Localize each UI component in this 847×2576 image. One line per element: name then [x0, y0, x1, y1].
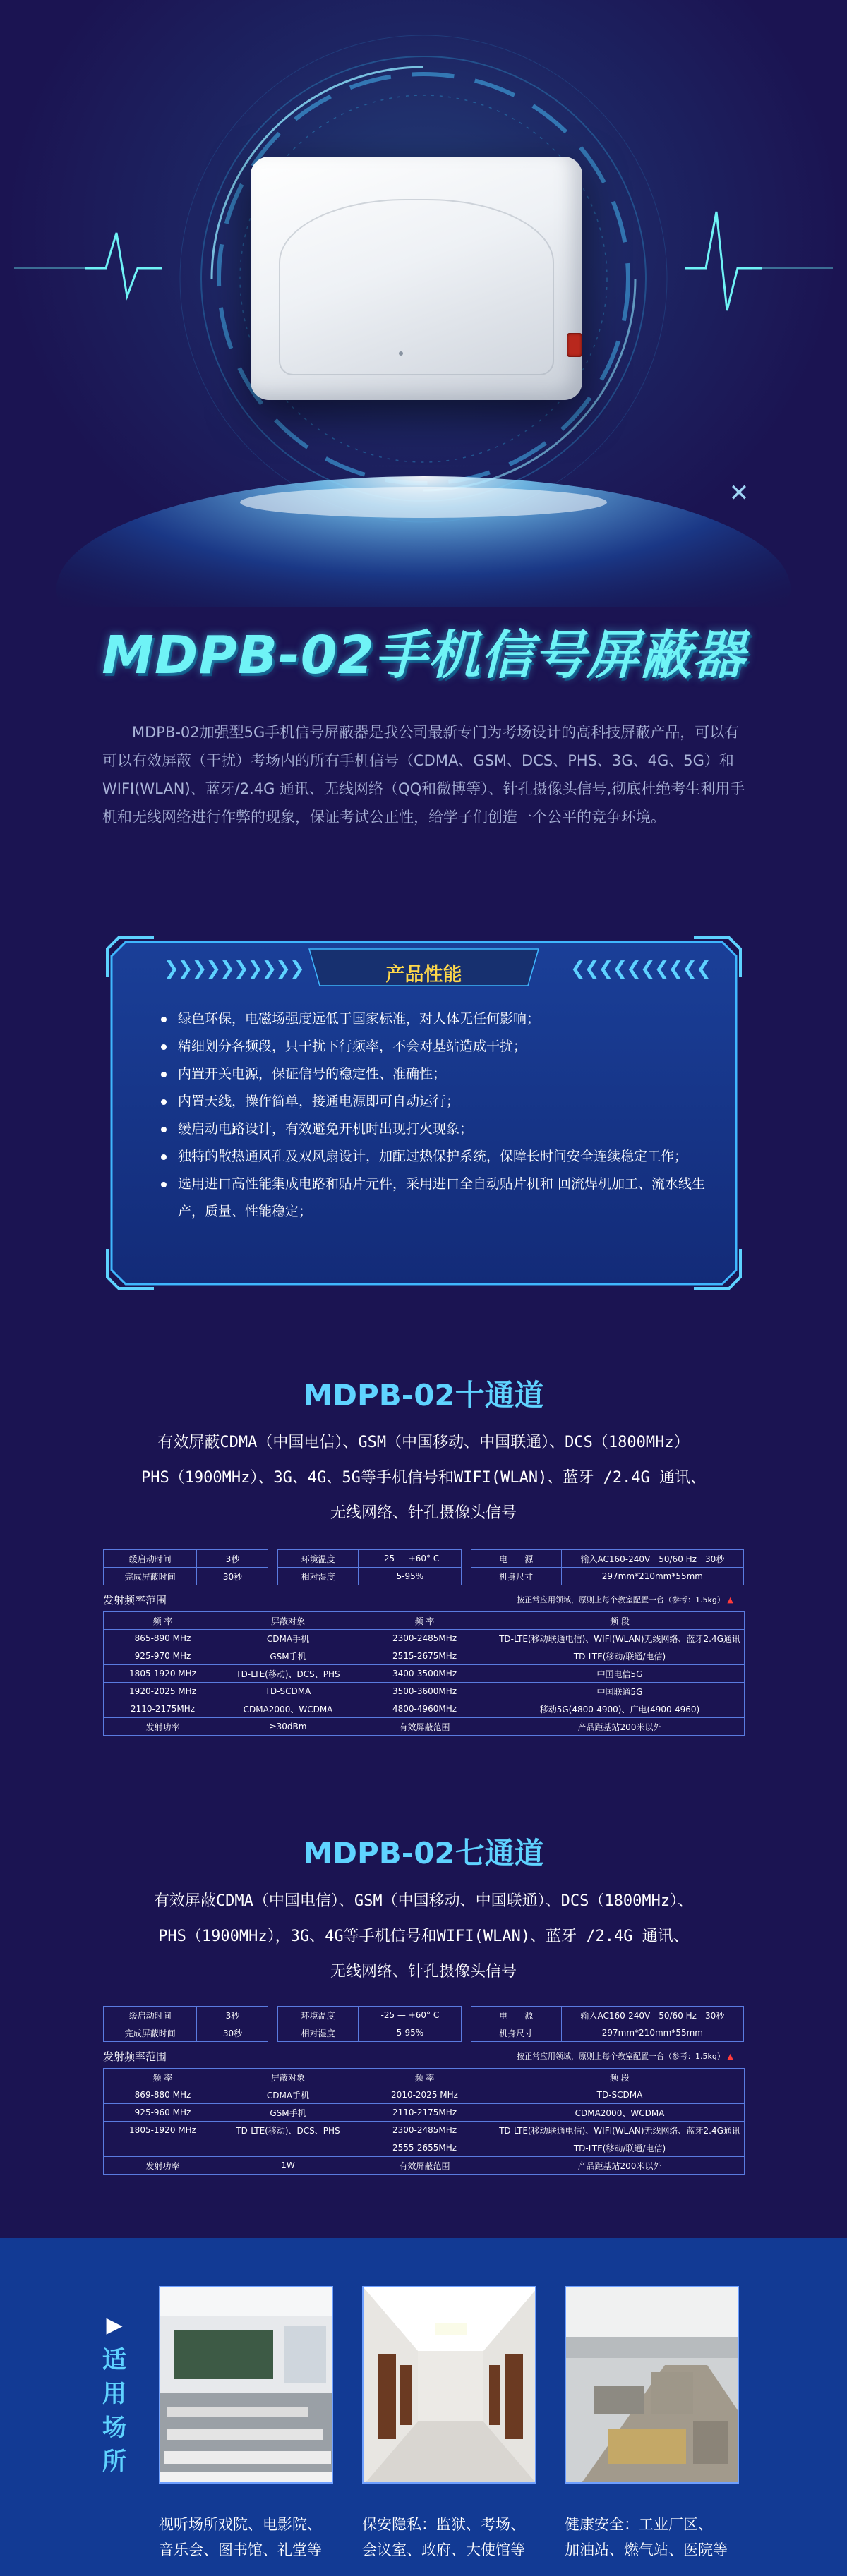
spec-cell: 5-95% [359, 2024, 462, 2042]
freq-cell: 925-960 MHz [104, 2104, 222, 2122]
scene-caption-security [362, 2512, 553, 2563]
table-row [104, 2069, 745, 2086]
freq-cell: TD-LTE(移动)、DCS、PHS [222, 1665, 354, 1683]
spec-cell: 相对湿度 [277, 2024, 358, 2042]
scene-caption-health [565, 2512, 755, 2563]
freq-cell: 869-880 MHz [104, 2086, 222, 2104]
performance-item: 缓启动电路设计，有效避免开机时出现打火现象； [160, 1115, 710, 1143]
performance-item: 内置开关电源，保证信号的稳定性、准确性； [160, 1060, 710, 1088]
freq-cell: 频 段 [495, 1612, 745, 1630]
spec-cell: 缓启动时间 [104, 2007, 197, 2024]
spec-cell: 5-95% [359, 1568, 462, 1585]
freq-cell: 2300-2485MHz [354, 1630, 495, 1647]
scenes-label-char: 场 [102, 2414, 126, 2442]
freq-cell [222, 2139, 354, 2157]
freq-cell: 屏蔽对象 [222, 1612, 354, 1630]
freq-cell: 有效屏蔽范围 [354, 1718, 495, 1736]
freq-cell: 频 率 [354, 1612, 495, 1630]
freq-cell: 3400-3500MHz [354, 1665, 495, 1683]
spec-cell: 电 源 [471, 1550, 561, 1568]
performance-item: 独特的散热通风孔及双风扇设计，加配过热保护系统，保障长时间安全连续稳定工作； [160, 1143, 710, 1171]
signal-jammer-device-image [251, 157, 582, 400]
freq-cell: TD-LTE(移动联通电信)、WIFI(WLAN)无线网络、蓝牙2.4G通讯 [495, 2122, 745, 2139]
freq-cell: 2110-2175MHz [354, 2104, 495, 2122]
table-row [104, 1700, 745, 1718]
table-row [104, 2139, 745, 2157]
freq-cell: CDMA手机 [222, 1630, 354, 1647]
spec-cell: -25 — +60° C [359, 2007, 462, 2024]
spec-cell: 环境温度 [277, 1550, 358, 1568]
scenes-label-text [100, 2343, 128, 2479]
freq-cell: 发射功率 [104, 2157, 222, 2175]
freq-cell: TD-LTE(移动/联通/电信) [495, 2139, 745, 2157]
spec-cell: 完成屏蔽时间 [104, 1568, 197, 1585]
freq-cell: GSM手机 [222, 2104, 354, 2122]
scenes-label [100, 2313, 128, 2479]
chevrons-left-decoration: ❮❮❮❮❮❮❮❮❮❮ [570, 958, 710, 979]
device-power-switch [567, 333, 582, 357]
caption-line: 加油站、燃气站、医院等 [565, 2541, 728, 2558]
freq-cell: TD-LTE(移动联通电信)、WIFI(WLAN)无线网络、蓝牙2.4G通讯 [495, 1630, 745, 1647]
table-row [104, 2122, 745, 2139]
freq-cell: 2010-2025 MHz [354, 2086, 495, 2104]
scenes-label-char: 用 [102, 2380, 126, 2408]
triangle-icon: ▲ [727, 1595, 733, 1604]
performance-item: 选用进口高性能集成电路和贴片元件，采用进口全自动贴片机和 回流焊机加工、流水线生产，质量、性能稳定； [160, 1171, 710, 1226]
performance-panel [104, 935, 743, 1291]
freq-range-label: 发射频率范围 [103, 1594, 167, 1607]
freq-cell: GSM手机 [222, 1647, 354, 1665]
freq-cell [104, 2139, 222, 2157]
spec-cell: 3秒 [197, 1550, 268, 1568]
freq-cell: 1805-1920 MHz [104, 2122, 222, 2139]
freq-cell: TD-SCDMA [222, 1683, 354, 1700]
freq-cell: 移动5G(4800-4900)、广电(4900-4960) [495, 1700, 745, 1718]
performance-item: 精细划分各频段，只干扰下行频率，不会对基站造成干扰； [160, 1033, 710, 1060]
table-row [104, 1568, 744, 1585]
freq-cell: 865-890 MHz [104, 1630, 222, 1647]
table-row [104, 2007, 744, 2024]
table-row [104, 1718, 745, 1736]
freq-note-text: 按正常应用领域，原则上每个教室配置一台（参考：1.5kg） [517, 2052, 725, 2061]
spec-cell: -25 — +60° C [359, 1550, 462, 1568]
freq-cell: 2515-2675MHz [354, 1647, 495, 1665]
seven-channel-description [71, 1884, 776, 1990]
table-row [104, 1647, 745, 1665]
freq-cell: ≥30dBm [222, 1718, 354, 1736]
freq-cell: 925-970 MHz [104, 1647, 222, 1665]
ten-frequency-table [103, 1611, 745, 1736]
caption-line: 视听场所戏院、电影院、 [159, 2516, 322, 2533]
performance-item: 内置天线，操作简单，接通电源即可自动运行； [160, 1088, 710, 1115]
spec-cell: 缓启动时间 [104, 1550, 197, 1568]
spec-cell: 机身尺寸 [471, 2024, 561, 2042]
scenes-label-char: 所 [102, 2448, 126, 2476]
ten-channel-title: MDPB-02十通道 [303, 1378, 544, 1413]
freq-cell: CDMA手机 [222, 2086, 354, 2104]
table-row [104, 2024, 744, 2042]
freq-cell: 2110-2175MHz [104, 1700, 222, 1718]
freq-cell: TD-LTE(移动)、DCS、PHS [222, 2122, 354, 2139]
spec-cell: 297mm*210mm*55mm [561, 1568, 743, 1585]
freq-cell: 产品距基站200米以外 [495, 2157, 745, 2175]
performance-list [160, 1005, 710, 1226]
seven-frequency-table [103, 2068, 745, 2175]
freq-cell: 中国电信5G [495, 1665, 745, 1683]
table-row [104, 1550, 744, 1568]
factory-illustration [566, 2287, 739, 2484]
caption-line: 保安隐私：监狱、考场、 [362, 2516, 525, 2533]
desc-line: 无线网络、针孔摄像头信号 [330, 1504, 517, 1522]
desc-line: PHS（1900MHz）、3G、4G、5G等手机信号和WIFI(WLAN)、蓝牙 /2.4G 通讯、 [140, 1469, 707, 1487]
freq-cell: CDMA2000、WCDMA [495, 2104, 745, 2122]
table-row [104, 2104, 745, 2122]
ten-channel-description [71, 1425, 776, 1531]
spec-cell: 输入AC160-240V 50/60 Hz 30秒 [561, 2007, 743, 2024]
freq-cell: 3500-3600MHz [354, 1683, 495, 1700]
spec-cell: 相对湿度 [277, 1568, 358, 1585]
corridor-photo [362, 2286, 536, 2484]
table-row [104, 2157, 745, 2175]
freq-cell: 屏蔽对象 [222, 2069, 354, 2086]
seven-spec-table [103, 2006, 744, 2042]
freq-range-label: 发射频率范围 [103, 2050, 167, 2063]
table-row [104, 2086, 745, 2104]
triangle-icon: ▲ [727, 2052, 733, 2061]
desc-line: 有效屏蔽CDMA（中国电信）、GSM（中国移动、中国联通）、DCS（1800MHz） [157, 1434, 690, 1451]
chevrons-right-decoration: ❯❯❯❯❯❯❯❯❯❯ [164, 958, 304, 979]
freq-cell: 发射功率 [104, 1718, 222, 1736]
table-row [104, 1630, 745, 1647]
freq-cell: 有效屏蔽范围 [354, 2157, 495, 2175]
table-row [104, 1683, 745, 1700]
device-seam [279, 199, 554, 375]
caption-line: 健康安全：工业厂区、 [565, 2516, 713, 2533]
table-row [104, 1665, 745, 1683]
spec-cell: 3秒 [197, 2007, 268, 2024]
freq-cell: 2555-2655MHz [354, 2139, 495, 2157]
spec-cell: 输入AC160-240V 50/60 Hz 30秒 [561, 1550, 743, 1568]
play-arrow-icon: ▶ [106, 2313, 123, 2338]
freq-cell: 4800-4960MHz [354, 1700, 495, 1718]
page-title: MDPB-02手机信号屏蔽器 [102, 625, 745, 686]
application-scenes [0, 2238, 847, 2576]
spec-cell: 环境温度 [277, 2007, 358, 2024]
caption-line: 会议室、政府、大使馆等 [362, 2541, 525, 2558]
freq-note-text: 按正常应用领域，原则上每个教室配置一台（参考：1.5kg） [517, 1595, 725, 1604]
freq-cell: 2300-2485MHz [354, 2122, 495, 2139]
corridor-illustration [364, 2287, 536, 2484]
desc-line: 无线网络、针孔摄像头信号 [330, 1963, 517, 1981]
freq-cell: 1920-2025 MHz [104, 1683, 222, 1700]
performance-item: 绿色环保，电磁场强度远低于国家标准，对人体无任何影响； [160, 1005, 710, 1033]
freq-cell: 1W [222, 2157, 354, 2175]
freq-note [517, 2050, 733, 2062]
x-mark-icon: ✕ [728, 479, 750, 507]
device-indicator-led [399, 351, 403, 356]
scenes-label-char: 适 [102, 2346, 126, 2374]
desc-line: PHS（1900MHz），3G、4G等手机信号和WIFI(WLAN)、蓝牙 /2.4G 通讯、 [158, 1928, 689, 1945]
freq-cell: 频 率 [104, 1612, 222, 1630]
freq-cell: 产品距基站200米以外 [495, 1718, 745, 1736]
freq-note [517, 1594, 733, 1605]
factory-photo [565, 2286, 739, 2484]
classroom-illustration [160, 2287, 333, 2484]
ten-spec-table [103, 1549, 744, 1585]
product-intro: MDPB-02加强型5G手机信号屏蔽器是我公司最新专门为考场设计的高科技屏蔽产品，可以有可以有效屏蔽（干扰）考场内的所有手机信号（CDMA、GSM、DCS、PHS、3G、4G、5G）和WIFI(WLAN)、蓝牙/2.4G 通讯、无线网络（QQ和微博等）、针孔摄像头信号,彻底杜绝考生利用手机和无线网络进行作弊的现象，保证考试公正性，给学子们创造一个公平的竞争环境。 [102, 724, 745, 826]
spec-cell: 机身尺寸 [471, 1568, 561, 1585]
classroom-photo [159, 2286, 333, 2484]
freq-cell: 频 率 [354, 2069, 495, 2086]
spec-cell: 30秒 [197, 1568, 268, 1585]
freq-cell: 频 率 [104, 2069, 222, 2086]
seven-channel-title: MDPB-02七通道 [303, 1836, 544, 1870]
table-row [104, 1612, 745, 1630]
caption-line: 音乐会、图书馆、礼堂等 [159, 2541, 322, 2558]
scene-caption-audiovisual [159, 2512, 349, 2563]
performance-title: 产品性能 [385, 964, 462, 986]
desc-line: 有效屏蔽CDMA（中国电信）、GSM（中国移动、中国联通）、DCS（1800MHz）、 [153, 1892, 694, 1910]
spec-cell: 电 源 [471, 2007, 561, 2024]
spec-cell: 完成屏蔽时间 [104, 2024, 197, 2042]
freq-cell: TD-SCDMA [495, 2086, 745, 2104]
freq-cell: 频 段 [495, 2069, 745, 2086]
freq-cell: 中国联通5G [495, 1683, 745, 1700]
freq-cell: TD-LTE(移动/联通/电信) [495, 1647, 745, 1665]
freq-cell: 1805-1920 MHz [104, 1665, 222, 1683]
hero-banner [0, 0, 847, 607]
spec-cell: 297mm*210mm*55mm [561, 2024, 743, 2042]
freq-cell: CDMA2000、WCDMA [222, 1700, 354, 1718]
spec-cell: 30秒 [197, 2024, 268, 2042]
